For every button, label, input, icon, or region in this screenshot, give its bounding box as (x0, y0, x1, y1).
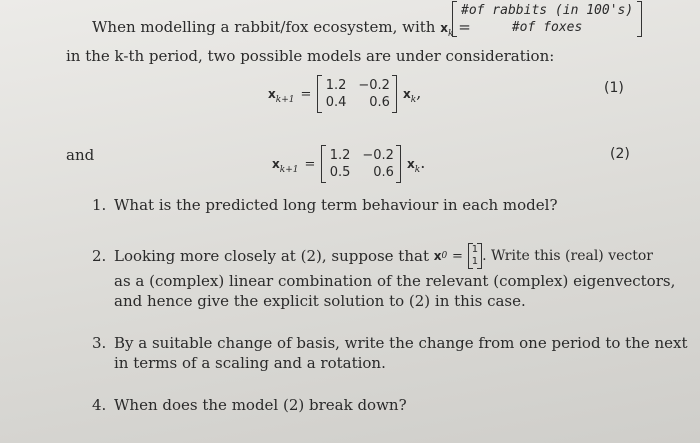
matrix-entry: 0.6 (369, 95, 390, 110)
matrix-entry: 1.2 (329, 148, 351, 163)
question-text: What is the predicted long term behaviour in each model? (114, 196, 558, 214)
question-number: 1. (92, 196, 107, 214)
vector-entry: 1 (471, 256, 479, 267)
question-text-cont: . Write this (real) vector (482, 248, 653, 264)
equals-sign: = (458, 18, 471, 36)
matrix-entry: −0.2 (358, 78, 390, 93)
rhs-symbol: x (402, 86, 411, 101)
question-number: 4. (92, 396, 107, 414)
question-number: 2. (92, 247, 107, 265)
initial-vector (468, 244, 482, 268)
intro-text-2: in the k-th period, two possible models are under consideration: (66, 47, 555, 65)
intro-line-1 (92, 18, 471, 39)
question-text: Looking more closely at (2), suppose that (114, 247, 429, 265)
rhs-symbol: x (406, 156, 415, 171)
model-2-matrix (321, 146, 401, 182)
connector-and: and (66, 146, 95, 164)
intro-line-2 (66, 47, 554, 65)
matrix-entry: 0.4 (325, 95, 347, 110)
equals-sign: = (452, 248, 463, 264)
model-1-equation (268, 76, 421, 112)
state-vector-subscript: k (447, 29, 454, 39)
matrix-entry: 1.2 (325, 78, 347, 93)
matrix-entry: 0.6 (373, 165, 394, 180)
question-1 (92, 196, 558, 214)
equals-sign: = (304, 156, 316, 172)
lhs-symbol: x (272, 156, 280, 171)
punctuation: . (420, 152, 426, 172)
state-vector-definition (452, 2, 642, 36)
state-vector-symbol: x (440, 21, 448, 35)
foxes-entry: #of foxes (511, 20, 583, 35)
equals-sign: = (300, 86, 312, 102)
vector-entry: 1 (471, 244, 479, 255)
question-number: 3. (92, 334, 107, 352)
question-3-line-1 (92, 334, 688, 352)
intro-text: When modelling a rabbit/fox ecosystem, with (92, 18, 436, 36)
matrix-entry: 0.5 (329, 165, 351, 180)
rhs-subscript: k (410, 95, 417, 106)
initial-vector-symbol: x (433, 249, 442, 263)
lhs-symbol: x (268, 86, 276, 101)
question-text: When does the model (2) break down? (114, 396, 407, 414)
question-2-line-1 (92, 244, 653, 268)
model-2-equation (272, 146, 425, 182)
question-4 (92, 396, 407, 414)
lhs-subscript: k+1 (279, 165, 299, 176)
question-2-line-3: and hence give the explicit solution to (2) in this case. (114, 292, 526, 310)
lhs-subscript: k+1 (275, 95, 295, 106)
initial-vector-subscript: 0 (441, 251, 448, 261)
question-3-line-2: in terms of a scaling and a rotation. (114, 354, 386, 372)
rhs-subscript: k (414, 165, 421, 176)
equation-number-2: (2) (610, 146, 630, 162)
rabbits-entry: #of rabbits (in 100's) (461, 3, 634, 18)
equation-number-1: (1) (604, 80, 624, 96)
matrix-entry: −0.2 (362, 148, 394, 163)
question-2-line-2: as a (complex) linear combination of the relevant (complex) eigenvectors, (114, 272, 676, 290)
punctuation: , (416, 82, 422, 102)
question-text: By a suitable change of basis, write the change from one period to the next (114, 334, 688, 352)
model-1-matrix (317, 76, 397, 112)
